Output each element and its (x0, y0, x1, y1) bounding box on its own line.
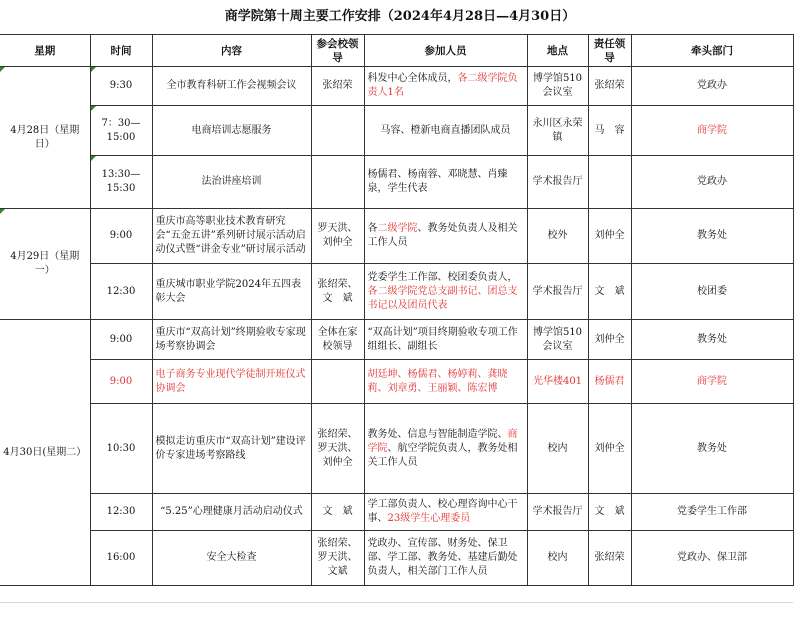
participants-highlight: 各二级学院党总支副书记、团总支书记以及团员代表 (367, 285, 518, 311)
leader-cell: 文 斌 (311, 494, 364, 531)
leader-cell: 张绍荣、文 斌 (311, 264, 364, 320)
participants-cell: “双高计划”项目终期验收专项工作组组长、副组长 (364, 320, 527, 360)
table-row (0, 106, 793, 156)
responsible-cell: 张绍荣 (588, 67, 631, 106)
table-row (0, 156, 793, 209)
participants-text: 科发中心全体成员， (367, 73, 458, 84)
location-cell: 光华楼401 (527, 360, 588, 404)
participants-text: 教务处、信息与智能制造学院、 (367, 428, 508, 440)
location-cell: 校内 (527, 531, 588, 586)
participants-cell (364, 404, 527, 494)
leader-cell (311, 106, 364, 156)
time-cell: 9:00 (90, 209, 152, 264)
table-row (0, 209, 793, 264)
participants-cell (364, 209, 527, 264)
participants-cell: 杨儒君、杨南蓉、邓晓慧、肖臻泉，学生代表 (364, 156, 527, 209)
department-cell: 党委学生工作部 (631, 494, 793, 531)
department-cell: 商学院 (631, 106, 793, 156)
participants-highlight: 23级学生心理委员 (387, 513, 471, 524)
table-row (0, 320, 793, 360)
leader-cell (311, 156, 364, 209)
responsible-cell: 刘仲全 (588, 320, 631, 360)
location-cell: 博学馆510会议室 (527, 320, 588, 360)
participants-highlight: 各二级学院负责人1名 (367, 73, 518, 98)
participants-cell (364, 264, 527, 320)
time-cell: 10:30 (90, 404, 152, 494)
responsible-cell: 杨儒君 (588, 360, 631, 404)
header-leader: 参会校领导 (311, 35, 364, 67)
table-row (0, 494, 793, 531)
header-responsible: 责任领导 (588, 35, 631, 67)
department-cell: 教务处 (631, 404, 793, 494)
leader-cell: 张绍荣、罗天洪、刘仲全 (311, 404, 364, 494)
department-cell: 教务处 (631, 209, 793, 264)
location-cell: 校内 (527, 404, 588, 494)
table-row (0, 404, 793, 494)
department-cell: 党政办、保卫部 (631, 531, 793, 586)
participants-cell: 马容、橙新电商直播团队成员 (364, 106, 527, 156)
time-cell: 9:00 (90, 360, 152, 404)
location-cell: 校外 (527, 209, 588, 264)
responsible-cell: 文 斌 (588, 494, 631, 531)
participants-text: 、航空学院负责人，教务处相关工作人员 (367, 442, 518, 468)
time-cell: 12:30 (90, 264, 152, 320)
day-cell: 4月28日（星期日） (0, 67, 90, 209)
responsible-cell: 刘仲全 (588, 209, 631, 264)
content-cell: 重庆市“双高计划”终期验收专家现场考察协调会 (152, 320, 311, 360)
table-header-row (0, 35, 793, 67)
leader-cell: 张绍荣、罗天洪、文斌 (311, 531, 364, 586)
location-cell: 学术报告厅 (527, 494, 588, 531)
location-cell: 学术报告厅 (527, 156, 588, 209)
content-cell: 法治讲座培训 (152, 156, 311, 209)
responsible-cell: 文 斌 (588, 264, 631, 320)
location-cell: 学术报告厅 (527, 264, 588, 320)
header-time: 时间 (90, 35, 152, 67)
department-cell: 教务处 (631, 320, 793, 360)
header-content: 内容 (152, 35, 311, 67)
leader-cell: 罗天洪、刘仲全 (311, 209, 364, 264)
department-cell: 校团委 (631, 264, 793, 320)
participants-highlight: 二级学院 (377, 223, 418, 234)
content-cell: 重庆市高等职业技术教育研究会“五金五讲”系列研讨展示活动启动仪式暨“讲金专业”研讨展示活动 (152, 209, 311, 264)
table-row (0, 360, 793, 404)
time-cell: 9:30 (90, 67, 152, 106)
participants-text: 学工部负责人、校心理咨询中心干事、 (367, 499, 518, 524)
table-row (0, 531, 793, 586)
content-cell: 模拟走访重庆市“双高计划”建设评价专家进场考察路线 (152, 404, 311, 494)
day-cell: 4月30日(星期二） (0, 320, 90, 586)
day-cell: 4月29日（星期一） (0, 209, 90, 320)
leader-cell: 张绍荣 (311, 67, 364, 106)
time-cell: 7：30—15:00 (90, 106, 152, 156)
schedule-table (0, 34, 794, 586)
participants-text: 、教务处负责人及相关工作人员 (367, 223, 518, 248)
content-cell: “5.25”心理健康月活动启动仪式 (152, 494, 311, 531)
time-cell: 16:00 (90, 531, 152, 586)
department-cell: 党政办 (631, 67, 793, 106)
participants-cell (364, 494, 527, 531)
time-cell: 9:00 (90, 320, 152, 360)
header-participants: 参加人员 (364, 35, 527, 67)
participants-cell (364, 67, 527, 106)
content-cell: 重庆城市职业学院2024年五四表彰大会 (152, 264, 311, 320)
participants-cell: 党政办、宣传部、财务处、保卫部、学工部、教务处、基建后勤处负责人，相关部门工作人员 (364, 531, 527, 586)
header-weekday: 星期 (0, 35, 90, 67)
responsible-cell: 刘仲全 (588, 404, 631, 494)
responsible-cell (588, 156, 631, 209)
leader-cell: 全体在家校领导 (311, 320, 364, 360)
participants-text: 党委学生工作部、校团委负责人， (367, 271, 518, 283)
participants-text: 各 (367, 223, 378, 234)
content-cell: 电商培训志愿服务 (152, 106, 311, 156)
content-cell: 全市教育科研工作会视频会议 (152, 67, 311, 106)
leader-cell (311, 360, 364, 404)
department-cell: 党政办 (631, 156, 793, 209)
time-cell: 13:30—15:30 (90, 156, 152, 209)
department-cell: 商学院 (631, 360, 793, 404)
content-cell: 安全大检查 (152, 531, 311, 586)
table-row (0, 67, 793, 106)
sheet-bottom-edge (0, 602, 793, 618)
location-cell: 博学馆510会议室 (527, 67, 588, 106)
participants-highlight: 商学院 (367, 428, 518, 454)
table-row (0, 264, 793, 320)
page-title: 商学院第十周主要工作安排（2024年4月28日—4月30日） (224, 9, 576, 24)
time-cell: 12:30 (90, 494, 152, 531)
location-cell: 永川区永荣镇 (527, 106, 588, 156)
header-location: 地点 (527, 35, 588, 67)
responsible-cell: 马 容 (588, 106, 631, 156)
content-cell: 电子商务专业现代学徒制开班仪式协调会 (152, 360, 311, 404)
participants-cell: 胡廷坤、杨儒君、杨婷莉、龚晓莉、刘章勇、王丽颖、陈宏博 (364, 360, 527, 404)
responsible-cell: 张绍荣 (588, 531, 631, 586)
header-department: 牵头部门 (631, 35, 793, 67)
